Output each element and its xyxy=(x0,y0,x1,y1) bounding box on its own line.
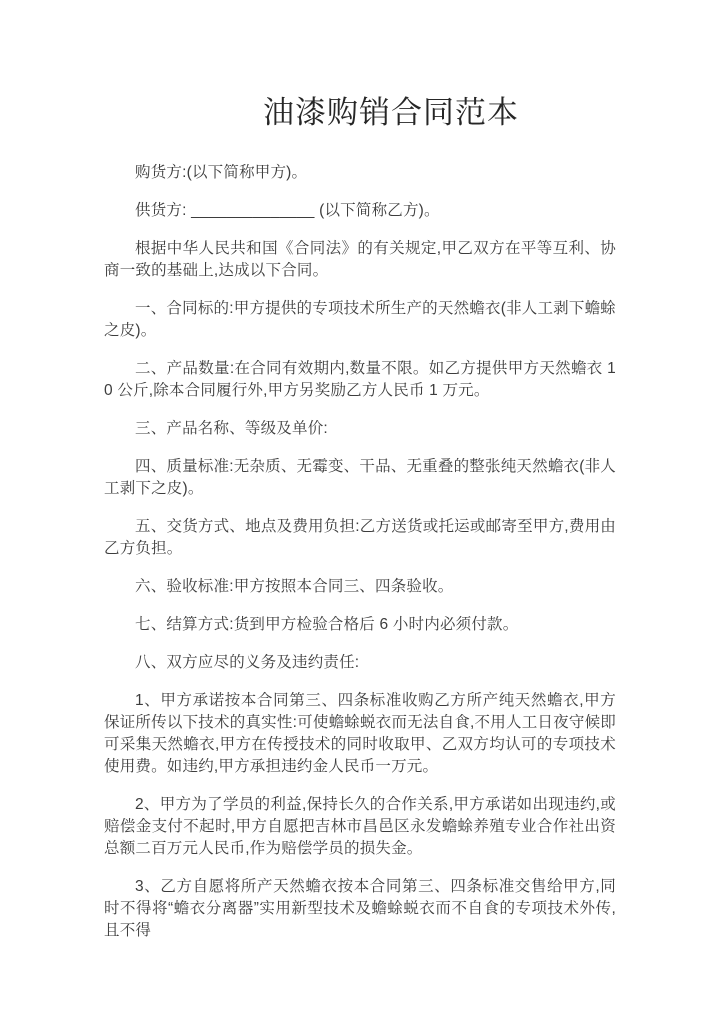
clause-8-item-2: 2、甲方为了学员的利益,保持长久的合作关系,甲方承诺如出现违约,或赔偿金支付不起时,甲方自愿把吉林市昌邑区永发蟾蜍养殖专业合作社出资总额二百万元人民币,作为赔偿学员的损失金。 xyxy=(104,796,616,857)
clause-7-settlement: 七、结算方式:货到甲方检验合格后 6 小时内必须付款。 xyxy=(135,616,519,633)
preamble: 根据中华人民共和国《合同法》的有关规定,甲乙双方在平等互利、协商一致的基础上,达成以下合同。 xyxy=(104,240,616,279)
clause-1-subject: 一、合同标的:甲方提供的专项技术所生产的天然蟾衣(非人工剥下蟾蜍之皮)。 xyxy=(104,300,616,339)
clause-8-item-3: 3、乙方自愿将所产天然蟾衣按本合同第三、四条标准交售给甲方,同时不得将“蟾衣分离器”实用新型技术及蟾蜍蜕衣而不自食的专项技术外传,且不得 xyxy=(104,878,616,939)
document-title: 油漆购销合同范本 xyxy=(263,95,519,130)
clause-2-quantity: 二、产品数量:在合同有效期内,数量不限。如乙方提供甲方天然蟾衣 10 公斤,除本合同履行外,甲方另奖励乙方人民币 1 万元。 xyxy=(104,360,616,399)
clause-4-quality: 四、质量标准:无杂质、无霉变、干品、无重叠的整张纯天然蟾衣(非人工剥下之皮)。 xyxy=(104,458,616,497)
clause-8-item-1: 1、甲方承诺按本合同第三、四条标准收购乙方所产纯天然蟾衣,甲方保证所传以下技术的真实性:可使蟾蜍蜕衣而无法自食,不用人工日夜守候即可采集天然蟾衣,甲方在传授技术的同时收取甲、乙双方均认可的专项技术使用费。如违约,甲方承担违约金人民币一万元。 xyxy=(104,692,616,775)
clause-8-obligations: 八、双方应尽的义务及违约责任: xyxy=(135,654,360,671)
clause-5-delivery: 五、交货方式、地点及费用负担:乙方送货或托运或邮寄至甲方,费用由乙方负担。 xyxy=(104,518,616,557)
supplier-line: 供货方: ______________ (以下简称乙方)。 xyxy=(135,202,440,219)
buyer-line: 购货方:(以下简称甲方)。 xyxy=(135,164,308,181)
clause-6-acceptance: 六、验收标准:甲方按照本合同三、四条验收。 xyxy=(135,578,454,595)
document-body xyxy=(104,162,616,942)
clause-3-name-grade-price: 三、产品名称、等级及单价: xyxy=(135,420,328,437)
